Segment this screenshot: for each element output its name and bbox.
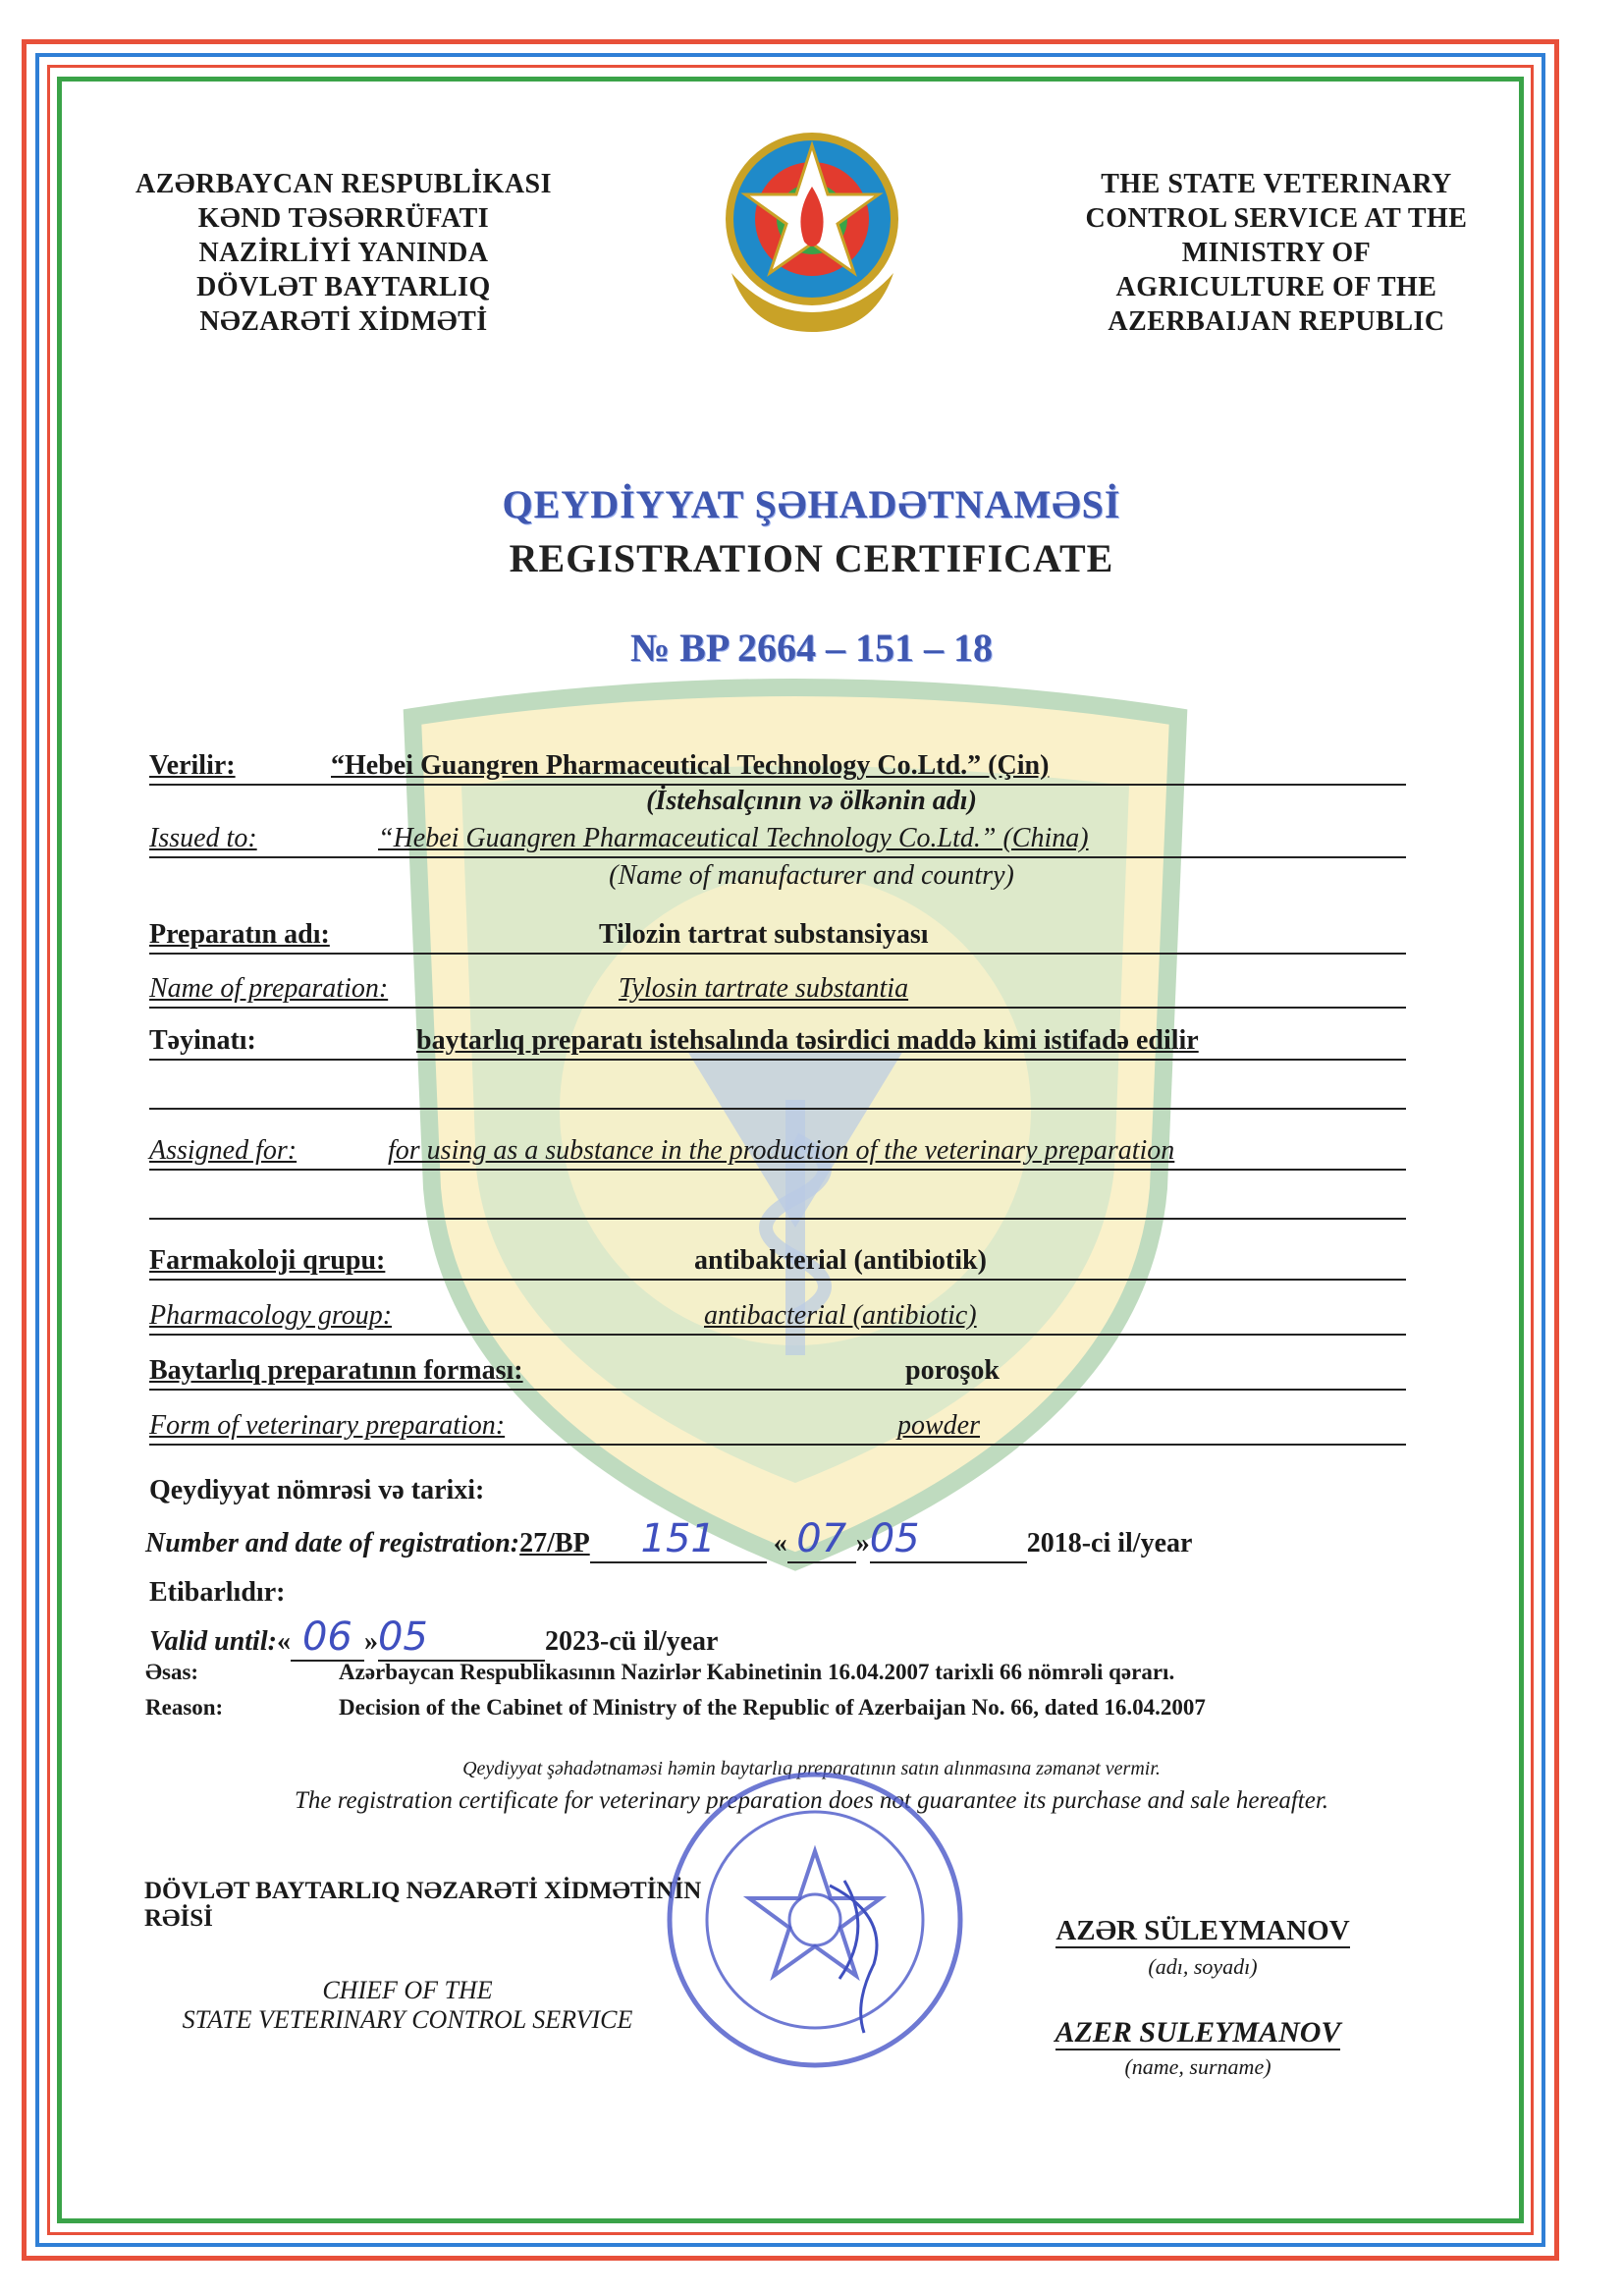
header-right-english: THE STATE VETERINARY CONTROL SERVICE AT THE MINISTRY OF AGRICULTURE OF THE AZERBAIJAN REPUBLIC bbox=[1085, 169, 1468, 337]
validity-month-field bbox=[378, 1614, 545, 1662]
registration-year: 2018-ci il/year bbox=[1026, 1528, 1193, 1558]
header-left-azerbaijani: AZƏRBAYCAN RESPUBLİKASI KƏND TƏSƏRRÜFATI NAZİRLİYİ YANINDA DÖVLƏT BAYTARLIQ NƏZARƏTİ XİDMƏTİ bbox=[135, 169, 553, 337]
issued-label-az: Verilir: bbox=[149, 750, 236, 781]
registration-month-field bbox=[870, 1516, 1027, 1563]
purpose-row-az bbox=[149, 1019, 1406, 1061]
purpose-row-en bbox=[149, 1129, 1406, 1171]
registration-number-handwritten: 151 bbox=[640, 1516, 716, 1561]
quote-close: » bbox=[363, 1626, 378, 1657]
group-row-az bbox=[149, 1239, 1406, 1281]
service-head-az: DÖVLƏT BAYTARLIQ NƏZARƏTİ XİDMƏTİNİN RƏİSİ bbox=[144, 1878, 702, 1932]
form-label-az: Baytarlıq preparatının forması: bbox=[149, 1355, 523, 1386]
basis-text-en: Decision of the Cabinet of Ministry of the Republic of Azerbaijan No. 66, dated 16.04.2007 bbox=[339, 1695, 1206, 1720]
disclaimer-az: Qeydiyyat şəhadətnaməsi həmin baytarlıq preparatının satın alınmasına zəmanət vermir. bbox=[462, 1758, 1161, 1779]
validity-month-handwritten: 05 bbox=[377, 1614, 428, 1660]
blank-line bbox=[149, 1108, 1406, 1110]
blank-line bbox=[149, 1218, 1406, 1220]
prep-name-label-az: Preparatın adı: bbox=[149, 919, 330, 950]
issued-label-en: Issued to: bbox=[149, 823, 257, 853]
validity-day-handwritten: 06 bbox=[301, 1614, 352, 1660]
azerbaijan-coat-of-arms-icon bbox=[712, 126, 913, 337]
certificate-number: № BP 2664 – 151 – 18 bbox=[629, 626, 994, 670]
name-caption-en: (name, surname) bbox=[1124, 2054, 1271, 2079]
basis-label-en: Reason: bbox=[145, 1695, 224, 1720]
purpose-value-az: baytarlıq preparatı istehsalında təsirdici maddə kimi istifadə edilir bbox=[416, 1025, 1199, 1056]
form-row-az bbox=[149, 1349, 1406, 1391]
certificate-title-azerbaijani: QEYDİYYAT ŞƏHADƏTNAMƏSİ bbox=[502, 482, 1121, 526]
group-label-en: Pharmacology group: bbox=[149, 1300, 393, 1331]
registration-prefix: 27/BP bbox=[519, 1528, 590, 1558]
official-name-en: AZER SULEYMANOV bbox=[1055, 2016, 1341, 2049]
chief-title-en: CHIEF OF THE STATE VETERINARY CONTROL SERVICE bbox=[182, 1976, 633, 2034]
name-caption-az: (adı, soyadı) bbox=[1148, 1954, 1258, 1979]
issued-value-az: “Hebei Guangren Pharmaceutical Technology Co.Ltd.” (Çin) bbox=[331, 750, 1050, 781]
purpose-label-az: Təyinatı: bbox=[149, 1025, 256, 1056]
registration-month-handwritten: 05 bbox=[869, 1516, 920, 1561]
registration-label-en: Number and date of registration: bbox=[145, 1528, 520, 1558]
form-label-en: Form of veterinary preparation: bbox=[149, 1410, 506, 1441]
validity-row bbox=[149, 1614, 718, 1662]
issued-note-az: (İstehsalçının və ölkənin adı) bbox=[646, 786, 977, 816]
prep-name-row-en bbox=[149, 967, 1406, 1009]
prep-name-value-az: Tilozin tartrat substansiyası bbox=[599, 919, 929, 950]
registration-day-handwritten: 07 bbox=[796, 1516, 847, 1561]
form-value-en: powder bbox=[897, 1410, 980, 1441]
form-value-az: poroşok bbox=[905, 1355, 1000, 1386]
group-value-en: antibacterial (antibiotic) bbox=[704, 1300, 977, 1331]
registration-label-az: Qeydiyyat nömrəsi və tarixi: bbox=[149, 1475, 485, 1505]
registration-day-field bbox=[787, 1516, 856, 1563]
official-name-az: AZƏR SÜLEYMANOV bbox=[1055, 1915, 1350, 1946]
validity-year: 2023-cü il/year bbox=[544, 1626, 719, 1657]
quote-open: « bbox=[773, 1528, 787, 1558]
prep-name-row-az bbox=[149, 913, 1406, 955]
purpose-value-en: for using as a substance in the production of the veterinary preparation bbox=[388, 1135, 1175, 1166]
group-row-en bbox=[149, 1294, 1406, 1336]
validity-label-en: Valid until: bbox=[149, 1626, 277, 1657]
official-stamp-seal bbox=[663, 1768, 967, 2072]
prep-name-label-en: Name of preparation: bbox=[149, 973, 389, 1004]
disclaimer-en: The registration certificate for veterinary preparation does not guarantee its purchase and sale hereafter. bbox=[294, 1787, 1329, 1814]
registration-row bbox=[145, 1516, 1192, 1563]
form-row-en bbox=[149, 1404, 1406, 1446]
issued-note-en: (Name of manufacturer and country) bbox=[609, 860, 1014, 891]
issued-value-en: “Hebei Guangren Pharmaceutical Technology Co.Ltd.” (China) bbox=[378, 823, 1089, 853]
issued-row-az bbox=[149, 744, 1406, 786]
group-value-az: antibakterial (antibiotik) bbox=[694, 1245, 987, 1276]
certificate-title-english: REGISTRATION CERTIFICATE bbox=[509, 536, 1114, 580]
quote-close: » bbox=[855, 1528, 870, 1558]
issued-row-en bbox=[149, 817, 1406, 858]
basis-label-az: Əsas: bbox=[145, 1660, 199, 1684]
registration-number-field bbox=[590, 1516, 767, 1563]
validity-label-az: Etibarlıdır: bbox=[149, 1577, 286, 1608]
validity-day-field bbox=[291, 1614, 364, 1662]
prep-name-value-en: Tylosin tartrate substantia bbox=[619, 973, 909, 1004]
purpose-label-en: Assigned for: bbox=[149, 1135, 298, 1166]
quote-open: « bbox=[276, 1626, 291, 1657]
basis-text-az: Azərbaycan Respublikasının Nazirlər Kabinetinin 16.04.2007 tarixli 66 nömrəli qərarı. bbox=[339, 1660, 1175, 1684]
group-label-az: Farmakoloji qrupu: bbox=[149, 1245, 386, 1276]
